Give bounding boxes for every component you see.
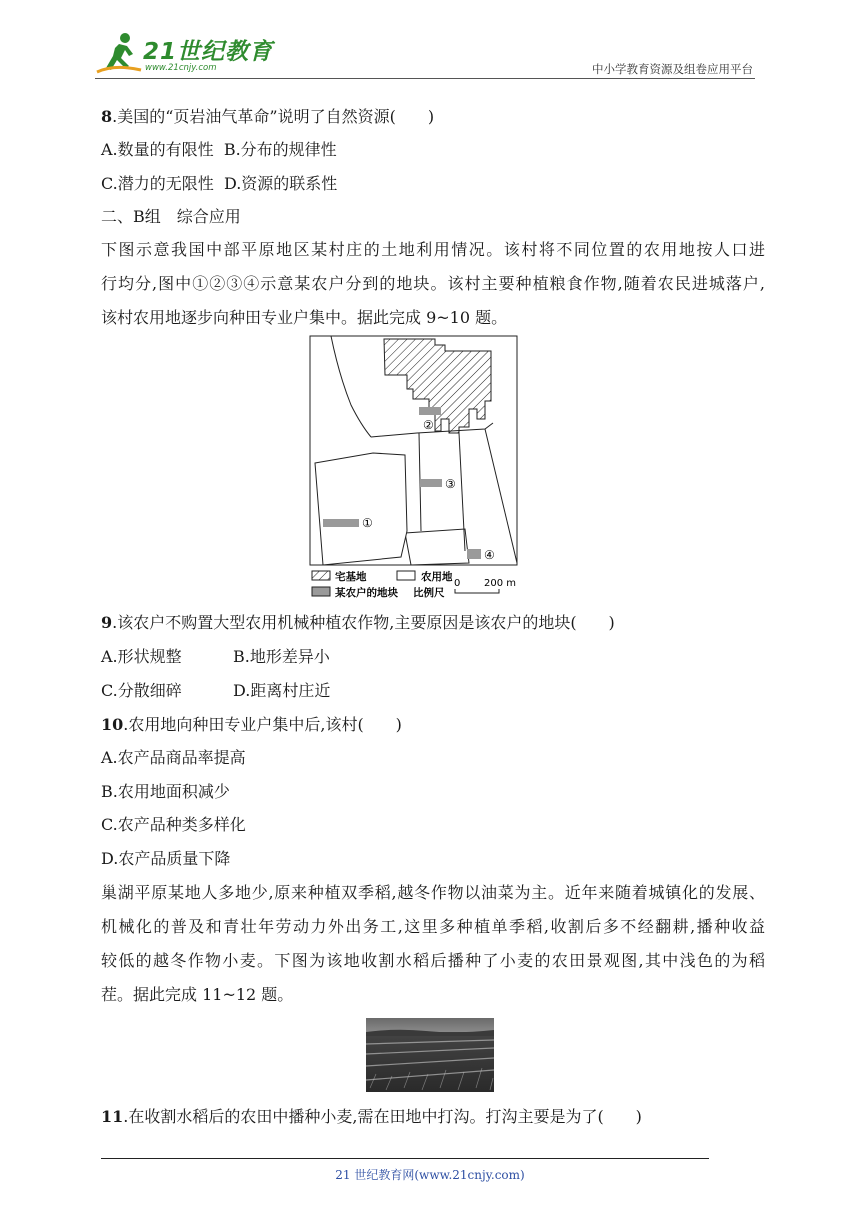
logo-text: 21世纪教育: [143, 39, 274, 65]
option-c: C.潜力的无限性: [101, 174, 214, 193]
question-9-stem: [101, 613, 615, 633]
option-d: D.资源的联系性: [223, 174, 338, 193]
passage-2-line-2: 机械化的普及和青壮年劳动力外出务工,这里多种植单季稻,收割后多不经翻耕,播种收益: [101, 917, 765, 936]
legend-residential-label: 宅基地: [335, 571, 367, 583]
legend-household-label: 某农户的地块: [335, 587, 398, 599]
farmland-field: [315, 453, 407, 565]
legend-scale-label: 比例尺: [413, 587, 445, 599]
passage-2-line-1: 巢湖平原某地人多地少,原来种植双季稻,越冬作物以油菜为主。近年来随着城镇化的发展、: [101, 883, 765, 902]
question-text: .农用地向种田专业户集中后,该村( ): [123, 715, 402, 734]
page-header: [95, 30, 755, 80]
plot-label-1: ①: [362, 516, 373, 530]
option-c: C.分散细碎: [101, 681, 182, 700]
question-11-stem: [101, 1107, 642, 1127]
option-d: D.距离村庄近: [233, 681, 331, 700]
household-plot-2: [419, 407, 441, 415]
question-8-stem: [101, 107, 434, 127]
question-8-options-row-1: [101, 140, 337, 160]
option-b: B.分布的规律性: [223, 140, 337, 159]
household-plot-3: [420, 479, 442, 487]
field-landscape-photo: [366, 1018, 494, 1092]
runner-logo-icon: [95, 30, 145, 76]
question-number: 11: [101, 1107, 124, 1126]
question-8-options-row-2: [101, 174, 337, 194]
scale-value-label: 200 m: [484, 578, 517, 589]
land-use-map: [309, 335, 519, 600]
question-9-options-row-1: [101, 647, 330, 667]
option-a: A.数量的有限性: [101, 140, 214, 159]
scale-zero-label: 0: [454, 578, 461, 589]
passage-1-line-3: 该村农用地逐步向种田专业户集中。据此完成 9~10 题。: [101, 308, 508, 327]
question-10-stem: [101, 715, 402, 735]
header-divider: [95, 78, 755, 79]
section-heading: 二、B组 综合应用: [101, 207, 241, 226]
logo: [95, 30, 274, 78]
legend-farmland-swatch: [397, 571, 415, 580]
question-10-option-d: D.农产品质量下降: [101, 849, 231, 868]
question-number: 8: [101, 107, 113, 126]
plot-label-3: ③: [445, 477, 456, 491]
legend-household-swatch: [312, 587, 330, 596]
question-text: .在收割水稻后的农田中播种小麦,需在田地中打沟。打沟主要是为了( ): [123, 1107, 642, 1126]
household-plot-4: [467, 549, 481, 559]
option-b: B.地形差异小: [233, 647, 330, 666]
passage-2-line-4: 茬。据此完成 11~12 题。: [101, 985, 294, 1004]
option-a: A.形状规整: [101, 647, 182, 666]
household-plot-1: [323, 519, 359, 527]
page-footer: 21 世纪教育网(www.21cnjy.com): [335, 1168, 525, 1182]
question-number: 9: [101, 613, 113, 632]
question-10-option-c: C.农产品种类多样化: [101, 815, 246, 834]
plot-label-4: ④: [484, 548, 495, 562]
question-text: .该农户不购置大型农用机械种植农作物,主要原因是该农户的地块( ): [112, 613, 615, 632]
scale-bar: [455, 589, 499, 593]
legend-farmland-label: 农用地: [421, 571, 453, 583]
passage-1-line-1: 下图示意我国中部平原地区某村庄的土地利用情况。该村将不同位置的农用地按人口进: [101, 240, 765, 259]
question-9-options-row-2: [101, 681, 331, 701]
question-number: 10: [101, 715, 124, 734]
logo-subtext: www.21cnjy.com: [145, 63, 217, 73]
question-10-option-a: A.农产品商品率提高: [101, 748, 246, 767]
passage-2-line-3: 较低的越冬作物小麦。下图为该地收割水稻后播种了小麦的农田景观图,其中浅色的为稻: [101, 951, 765, 970]
question-10-option-b: B.农用地面积减少: [101, 782, 230, 801]
footer-divider: [101, 1158, 709, 1159]
question-text: .美国的“页岩油气革命”说明了自然资源( ): [112, 107, 435, 126]
passage-1-line-2: 行均分,图中①②③④示意某农户分到的地块。该村主要种植粮食作物,随着农民进城落户,: [101, 274, 765, 293]
legend-residential-swatch: [312, 571, 330, 580]
header-platform-name: 中小学教育资源及组卷应用平台: [592, 62, 753, 76]
plot-label-2: ②: [423, 418, 434, 432]
